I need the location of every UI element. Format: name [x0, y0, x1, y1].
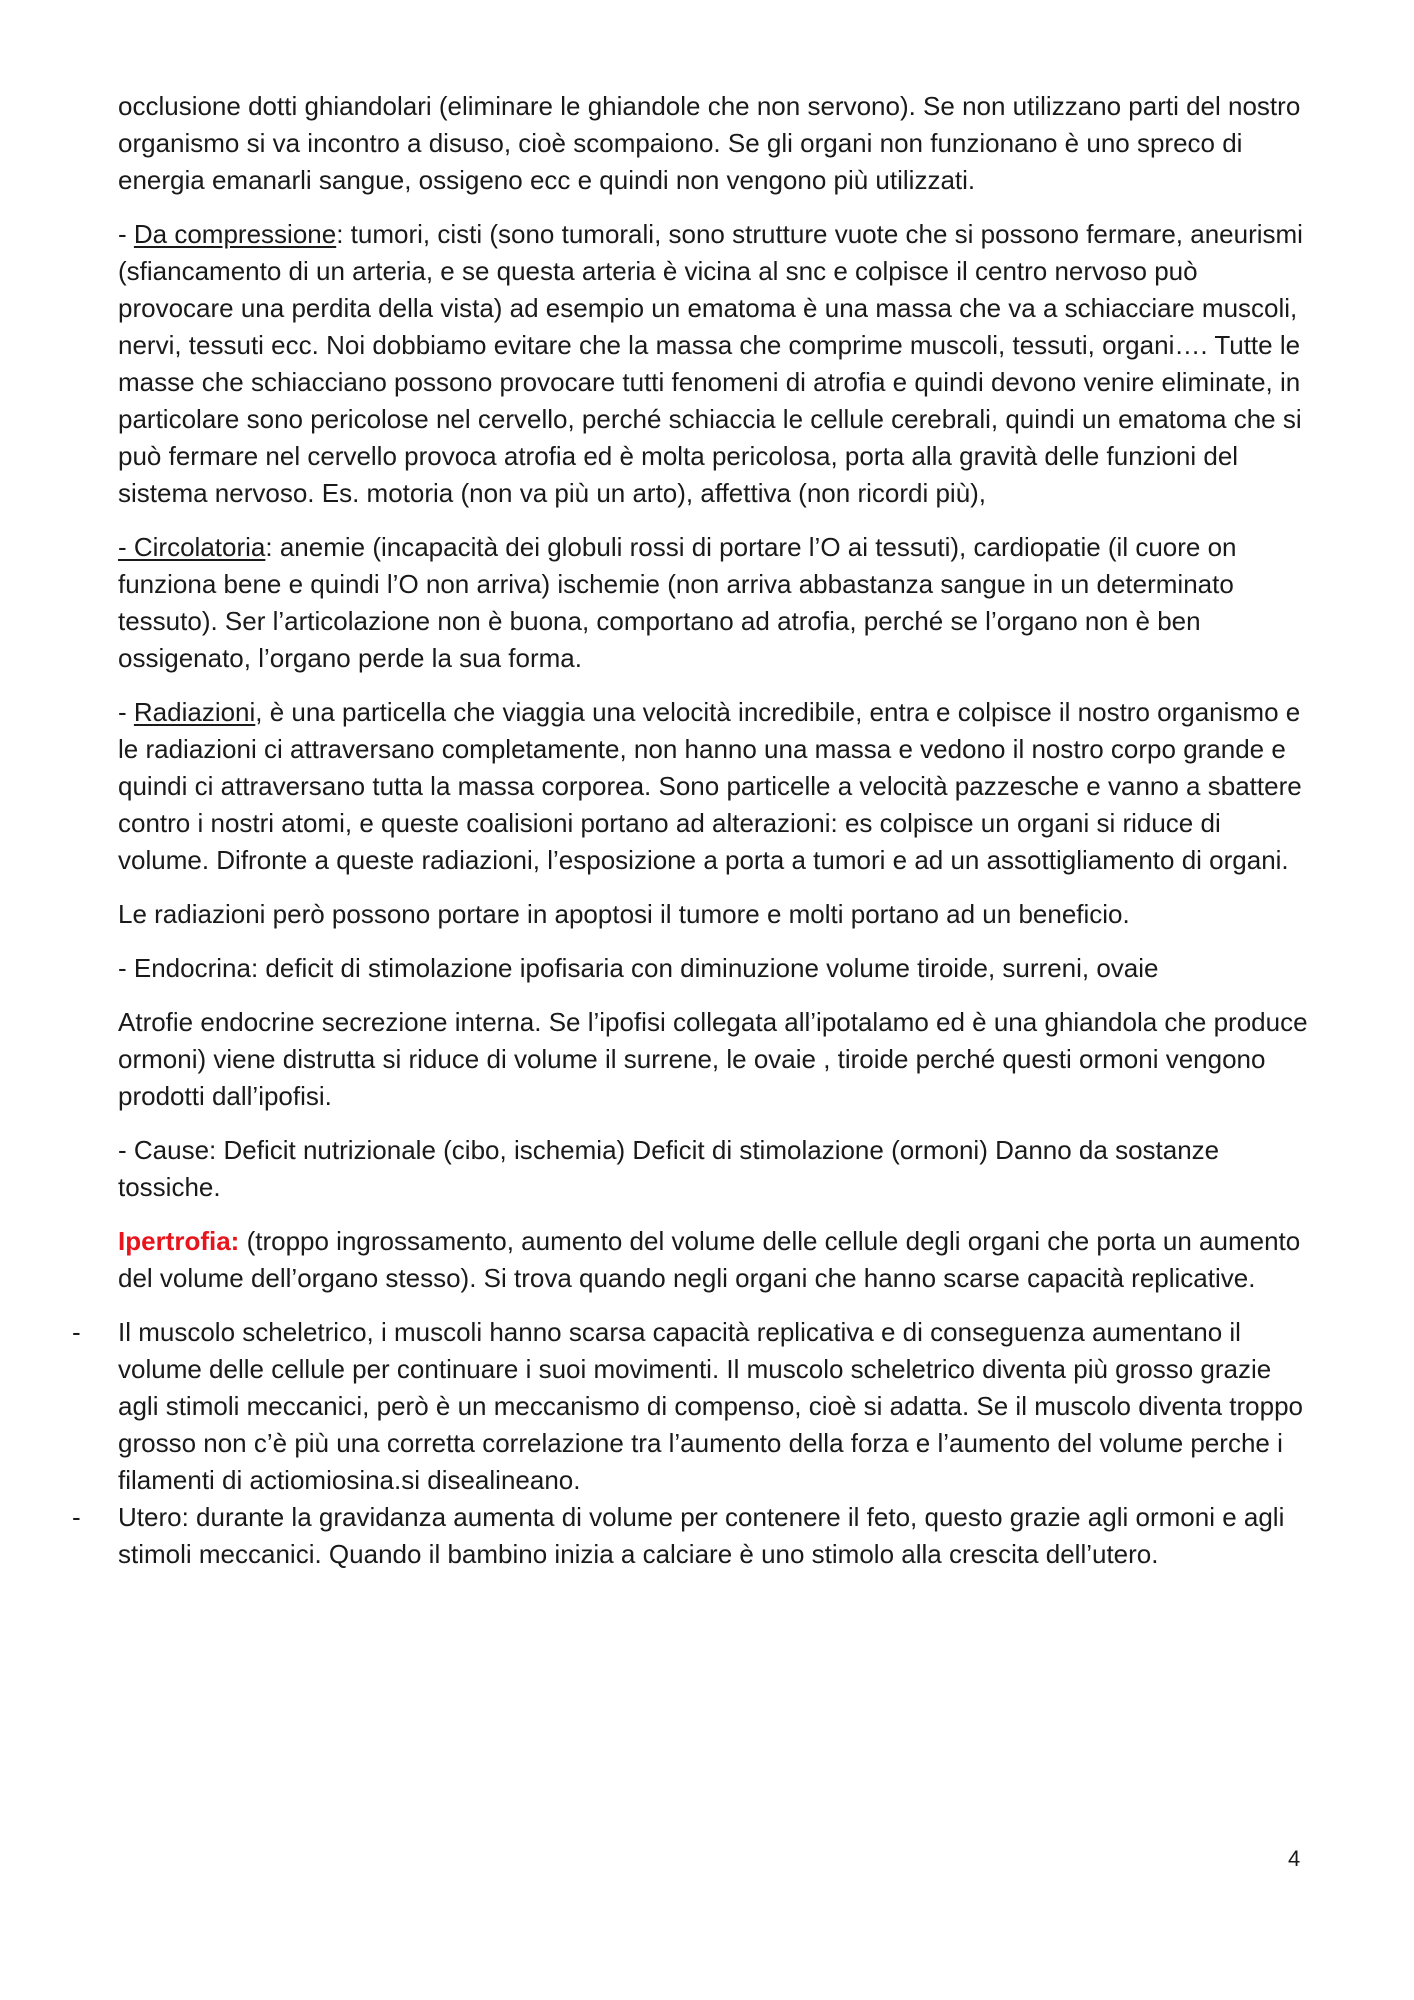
list-item-text: Utero: durante la gravidanza aumenta di volume per contenere il feto, questo grazie agli ormoni e agli stimoli meccanici. Quando il bambino inizia a calciare è uno stimolo alla crescita dell’utero.: [118, 1502, 1285, 1569]
radiazioni-term: Radiazioni: [133, 697, 256, 727]
paragraph-radiazioni-beneficio: Le radiazioni però possono portare in apoptosi il tumore e molti portano ad un beneficio.: [118, 899, 1130, 929]
paragraph-ipertrofia: [118, 1223, 1308, 1297]
circolatoria-term: - Circolatoria: [118, 532, 266, 562]
compressione-term: Da compressione: [133, 219, 337, 249]
compressione-prefix: -: [118, 219, 134, 249]
paragraph-radiazioni: [118, 694, 1308, 879]
paragraph-cause: - Cause: Deficit nutrizionale (cibo, ischemia) Deficit di stimolazione (ormoni) Danno da sostanze tossiche.: [118, 1135, 1220, 1202]
paragraph-circolatoria: [118, 529, 1308, 677]
paragraph-disuso: occlusione dotti ghiandolari (eliminare le ghiandole che non servono). Se non utilizzano parti del nostro organismo si va incontro a disuso, cioè scompaiono. Se gli organi non funzionano è uno spreco di energia emanarli sangue, ossigeno ecc e quindi non vengono più utilizzati.: [118, 91, 1301, 195]
compressione-body: : tumori, cisti (sono tumorali, sono strutture vuote che si possono fermare, aneurismi (sfiancamento di un arteria, e se questa arteria è vicina al snc e colpisce il centro nervoso può provocare una perdita della vista) ad esempio un ematoma è una massa che va a schiacciare muscoli, nervi, tessuti ecc. Noi dobbiamo evitare che la massa che comprime muscoli, tessuti, organi…. Tutte le masse che schiacciano possono provocare tutti fenomeni di atrofia e quindi devono venire eliminate, in particolare sono pericolose nel cervello, perché schiaccia le cellule cerebrali, quindi un ematoma che si può fermare nel cervello provoca atrofia ed è molta pericolosa, porta alla gravità delle funzioni del sistema nervoso. Es. motoria (non va più un arto), affettiva (non ricordi più),: [118, 219, 1303, 508]
list-item: [72, 1314, 1308, 1499]
list-dash: -: [72, 1317, 81, 1347]
ipertrofia-body: (troppo ingrossamento, aumento del volume delle cellule degli organi che porta un aumento del volume dell’organo stesso). Si trova quando negli organi che hanno scarse capacità replicative.: [118, 1226, 1301, 1293]
ipertrofia-list: [72, 1314, 1308, 1573]
page-number: 4: [1288, 1846, 1301, 1871]
paragraph-endocrina: - Endocrina: deficit di stimolazione ipofisaria con diminuzione volume tiroide, surreni, ovaie: [118, 953, 1159, 983]
paragraph-compressione: [118, 216, 1308, 512]
paragraph-atrofie-endocrine: Atrofie endocrine secrezione interna. Se l’ipofisi collegata all’ipotalamo ed è una ghiandola che produce ormoni) viene distrutta si riduce di volume il surrene, le ovaie , tiroide perché questi ormoni vengono prodotti dall’ipofisi.: [118, 1007, 1308, 1111]
circolatoria-body: : anemie (incapacità dei globuli rossi di portare l’O ai tessuti), cardiopatie (il cuore on funziona bene e quindi l’O non arriva) ischemie (non arriva abbastanza sangue in un determinato tessuto). Ser l’articolazione non è buona, comportano ad atrofia, perché se l’organo non è ben ossigenato, l’organo perde la sua forma.: [118, 532, 1237, 673]
document-body: [72, 88, 1308, 1573]
ipertrofia-heading: Ipertrofia:: [118, 1226, 240, 1256]
list-dash: -: [72, 1502, 81, 1532]
list-item-text: Il muscolo scheletrico, i muscoli hanno scarsa capacità replicativa e di conseguenza aumentano il volume delle cellule per continuare i suoi movimenti. Il muscolo scheletrico diventa più grosso grazie agli stimoli meccanici, però è un meccanismo di compenso, cioè si adatta. Se il muscolo diventa troppo grosso non c’è più una corretta correlazione tra l’aumento della forza e l’aumento del volume perche i filamenti di actiomiosina.si disealineano.: [118, 1317, 1304, 1495]
radiazioni-prefix: -: [118, 697, 134, 727]
list-item: [72, 1499, 1308, 1573]
radiazioni-body: , è una particella che viaggia una velocità incredibile, entra e colpisce il nostro organismo e le radiazioni ci attraversano completamente, non hanno una massa e vedono il nostro corpo grande e quindi ci attraversano tutta la massa corporea. Sono particelle a velocità pazzesche e vanno a sbattere contro i nostri atomi, e queste coalisioni portano ad alterazioni: es colpisce un organi si riduce di volume. Difronte a queste radiazioni, l’esposizione a porta a tumori e ad un assottigliamento di organi.: [118, 697, 1302, 875]
